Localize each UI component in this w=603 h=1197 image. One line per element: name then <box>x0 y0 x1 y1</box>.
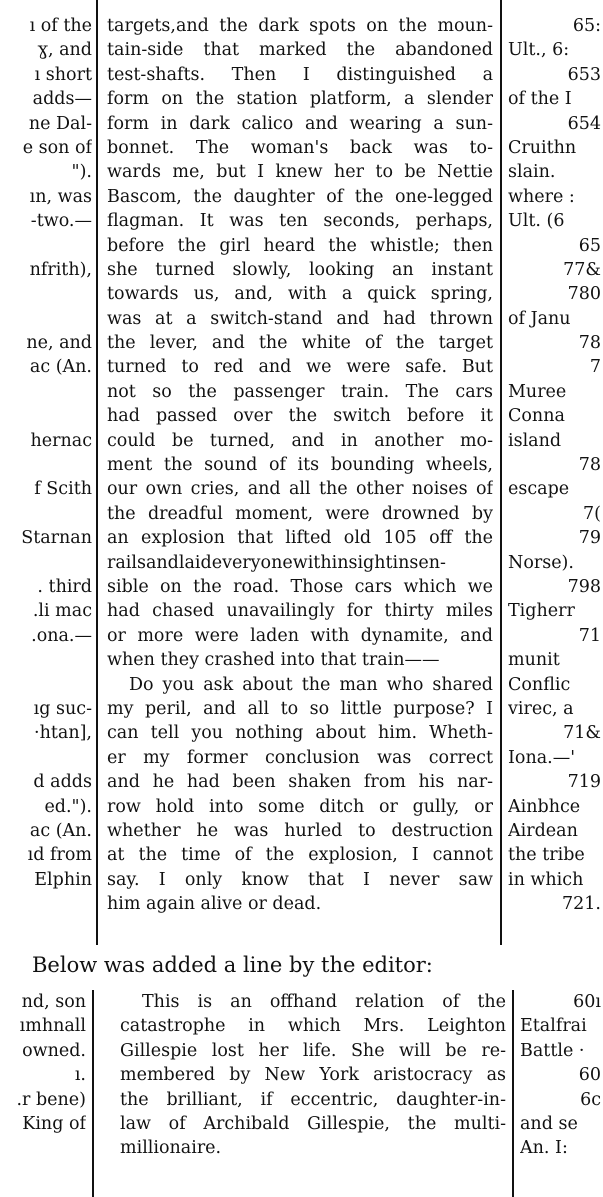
main-text-line: ment the sound of its bounding wheels, <box>107 455 493 476</box>
editor-note-column <box>120 990 506 1161</box>
right-margin-line: Norse). <box>508 552 574 573</box>
left-margin-column <box>0 14 92 892</box>
right-margin-line: slain. <box>508 162 556 183</box>
left-margin-line: d adds <box>33 772 92 793</box>
right-margin-line: 798 <box>567 576 601 597</box>
main-text-line: er my former conclusion was correct <box>107 747 493 768</box>
left-margin-line <box>0 673 92 697</box>
editor-note-line: This is an offhand relation of the <box>142 992 506 1012</box>
right-margin-line: Conflic <box>508 674 571 695</box>
left-margin-line <box>0 551 92 575</box>
right-margin-line: Muree <box>508 381 567 402</box>
left-margin-line <box>0 502 92 526</box>
left-margin-lower-line: nd, son <box>21 992 86 1012</box>
left-margin-line: nfrith), <box>29 259 92 280</box>
left-margin-line: ıg suc- <box>33 698 92 719</box>
left-margin-line: ne Dal- <box>28 113 92 134</box>
left-column-rule <box>96 0 98 945</box>
right-margin-line: of the I <box>508 89 572 110</box>
left-margin-line: .li mac <box>32 601 92 622</box>
main-text-line: not so the passenger train. The cars <box>107 381 493 402</box>
left-margin-line: .ona.— <box>31 625 92 646</box>
right-margin-line: Ult., 6: <box>508 40 570 61</box>
right-margin-line: Tigherr <box>508 601 575 622</box>
left-margin-line: f Scith <box>34 479 92 500</box>
left-margin-line <box>0 380 92 404</box>
right-margin-line: of Janu <box>508 308 571 329</box>
right-margin-line: 71& <box>563 723 601 744</box>
right-margin-line: 78 <box>578 455 601 476</box>
main-text-line: flagman. It was ten seconds, perhaps, <box>107 211 493 232</box>
right-margin-line: munit <box>508 650 560 671</box>
editor-caption: Below was added a line by the editor: <box>32 953 433 977</box>
right-margin-lower-line: Battle · <box>520 1040 585 1061</box>
right-margin-line: 78 <box>578 333 601 354</box>
right-margin-line: 79 <box>578 528 601 549</box>
editor-note-line: millionaire. <box>120 1138 222 1159</box>
right-margin-line: 653 <box>567 64 601 85</box>
right-margin-line: escape <box>508 479 570 500</box>
right-margin-line: Ainbhce <box>508 796 581 817</box>
main-text-line: bonnet. The woman's back was to- <box>107 137 493 158</box>
left-margin-line: ɣ, and <box>37 40 92 61</box>
right-margin-line: 65: <box>572 16 601 36</box>
main-text-line: him again alive or dead. <box>107 894 322 915</box>
left-margin-line <box>0 307 92 331</box>
left-margin-line <box>0 234 92 258</box>
left-margin-line <box>0 282 92 306</box>
main-text-line: our own cries, and all the other noises of <box>107 479 493 500</box>
right-margin-line: Cruithn <box>508 137 577 158</box>
left-margin-line: ed."). <box>44 796 92 817</box>
main-text-line: test-shafts. Then I distinguished a <box>107 64 493 85</box>
right-margin-line: 71 <box>578 625 601 646</box>
main-text-line: railsandlaideveryonewithinsightinsen- <box>107 552 446 573</box>
right-margin-line: 7 <box>589 357 601 378</box>
right-margin-line: 7( <box>583 503 601 524</box>
main-text-line: row hold into some ditch or gully, or <box>107 796 493 817</box>
left-margin-line: ın, was <box>29 186 92 207</box>
main-text-line: when they crashed into that train—— <box>107 650 440 671</box>
right-margin-line: the tribe <box>508 845 585 866</box>
left-margin-line: -two.— <box>30 211 92 232</box>
main-text-line: before the girl heard the whistle; then <box>107 235 493 256</box>
left-margin-lower-line: King of <box>22 1113 86 1134</box>
main-text-line: the lever, and the white of the target <box>107 333 493 354</box>
left-margin-line: "). <box>71 162 92 183</box>
left-margin-lower-line: .r bene) <box>16 1089 86 1110</box>
right-margin-lower-line: An. I: <box>520 1138 568 1159</box>
main-text-line: whether he was hurled to destruction <box>107 820 493 841</box>
left-margin-line <box>0 453 92 477</box>
left-margin-line: ı short <box>34 64 92 85</box>
left-margin-column-lower <box>0 990 86 1136</box>
main-text-column <box>107 14 493 916</box>
main-text-line: form on the station platform, a slender <box>107 89 493 110</box>
right-margin-lower-line: Etalfrai <box>520 1016 587 1037</box>
left-margin-line <box>0 648 92 672</box>
right-margin-line: 65 <box>578 235 601 256</box>
main-text-line: she turned slowly, looking an instant <box>107 259 493 280</box>
right-margin-line: 654 <box>567 113 601 134</box>
left-margin-line: ac (An. <box>29 820 92 841</box>
main-text-line: Do you ask about the man who shared <box>129 674 493 695</box>
right-margin-line: in which <box>508 869 584 890</box>
right-margin-lower-line: 6c <box>580 1089 601 1110</box>
editor-note-line: membered by New York aristocracy as <box>120 1065 506 1086</box>
right-margin-line: 719 <box>567 772 601 793</box>
main-text-line: say. I only know that I never saw <box>107 869 493 890</box>
right-margin-line: 721. <box>562 894 601 915</box>
left-margin-line <box>0 404 92 428</box>
main-text-line: could be turned, and in another mo- <box>107 430 493 451</box>
left-margin-line: Elphin <box>34 869 92 890</box>
main-text-line: tain-side that marked the abandoned <box>107 40 493 61</box>
editor-note-line: law of Archibald Gillespie, the multi- <box>120 1113 506 1134</box>
left-margin-line: ıd from <box>27 845 92 866</box>
editor-note-line: the brilliant, if eccentric, daughter-in- <box>120 1089 506 1110</box>
main-text-line: can tell you nothing about him. Wheth- <box>107 723 493 744</box>
main-text-line: wards me, but I knew her to be Nettie <box>107 162 493 183</box>
right-margin-line: 780 <box>567 284 601 305</box>
left-margin-line <box>0 746 92 770</box>
main-text-line: my peril, and all to so little purpose? I <box>107 698 493 719</box>
main-text-line: had chased unavailingly for thirty miles <box>107 601 493 622</box>
left-margin-line: Starnan <box>21 528 92 549</box>
left-margin-line: ·htan], <box>34 723 92 744</box>
right-margin-lower-line: 60ı <box>573 992 601 1012</box>
right-margin-line: island <box>508 430 562 451</box>
right-margin-line: where : <box>508 186 575 207</box>
editor-note-line: Gillespie lost her life. She will be re- <box>120 1040 506 1061</box>
right-margin-line: virec, a <box>508 698 574 719</box>
left-column-rule-lower <box>92 990 94 1197</box>
left-margin-line: hernac <box>30 430 92 451</box>
main-text-line: the dreadful moment, were drowned by <box>107 503 493 524</box>
right-margin-column-lower <box>520 990 603 1161</box>
main-text-line: sible on the road. Those cars which we <box>107 576 493 597</box>
left-margin-line: adds— <box>32 89 92 110</box>
main-text-line: Bascom, the daughter of the one-legged <box>107 186 493 207</box>
left-margin-line: . third <box>37 576 92 597</box>
main-text-line: was at a switch-stand and had thrown <box>107 308 493 329</box>
right-column-rule <box>500 0 502 945</box>
main-text-line: or more were laden with dynamite, and <box>107 625 493 646</box>
main-text-line: an explosion that lifted old 105 off the <box>107 528 493 549</box>
main-text-line: and he had been shaken from his nar- <box>107 772 493 793</box>
right-margin-line: Iona.—' <box>508 747 576 768</box>
right-margin-line: 77& <box>563 259 601 280</box>
right-margin-line: Ult. (6 <box>508 211 565 232</box>
left-margin-line: ne, and <box>26 333 92 354</box>
left-margin-line: ac (An. <box>29 357 92 378</box>
left-margin-line: e son of <box>22 137 92 158</box>
left-margin-lower-line: ımhnall <box>19 1016 86 1037</box>
main-text-line: had passed over the switch before it <box>107 406 493 427</box>
right-margin-lower-line: 60 <box>578 1065 601 1086</box>
editor-note-line: catastrophe in which Mrs. Leighton <box>120 1016 506 1037</box>
right-column-rule-lower <box>512 990 514 1197</box>
right-margin-line: Airdean <box>508 820 578 841</box>
main-text-line: at the time of the explosion, I cannot <box>107 845 493 866</box>
main-text-line: towards us, and, with a quick spring, <box>107 284 493 305</box>
left-margin-lower-line: owned. <box>22 1040 86 1061</box>
right-margin-column <box>508 14 603 916</box>
main-text-line: targets,and the dark spots on the moun- <box>107 16 493 36</box>
right-margin-line: Conna <box>508 406 565 427</box>
left-margin-lower-line: ı. <box>74 1065 86 1086</box>
right-margin-lower-line: and se <box>520 1113 578 1134</box>
left-margin-line: ı of the <box>29 16 92 36</box>
main-text-line: form in dark calico and wearing a sun- <box>107 113 493 134</box>
main-text-line: turned to red and we were safe. But <box>107 357 493 378</box>
